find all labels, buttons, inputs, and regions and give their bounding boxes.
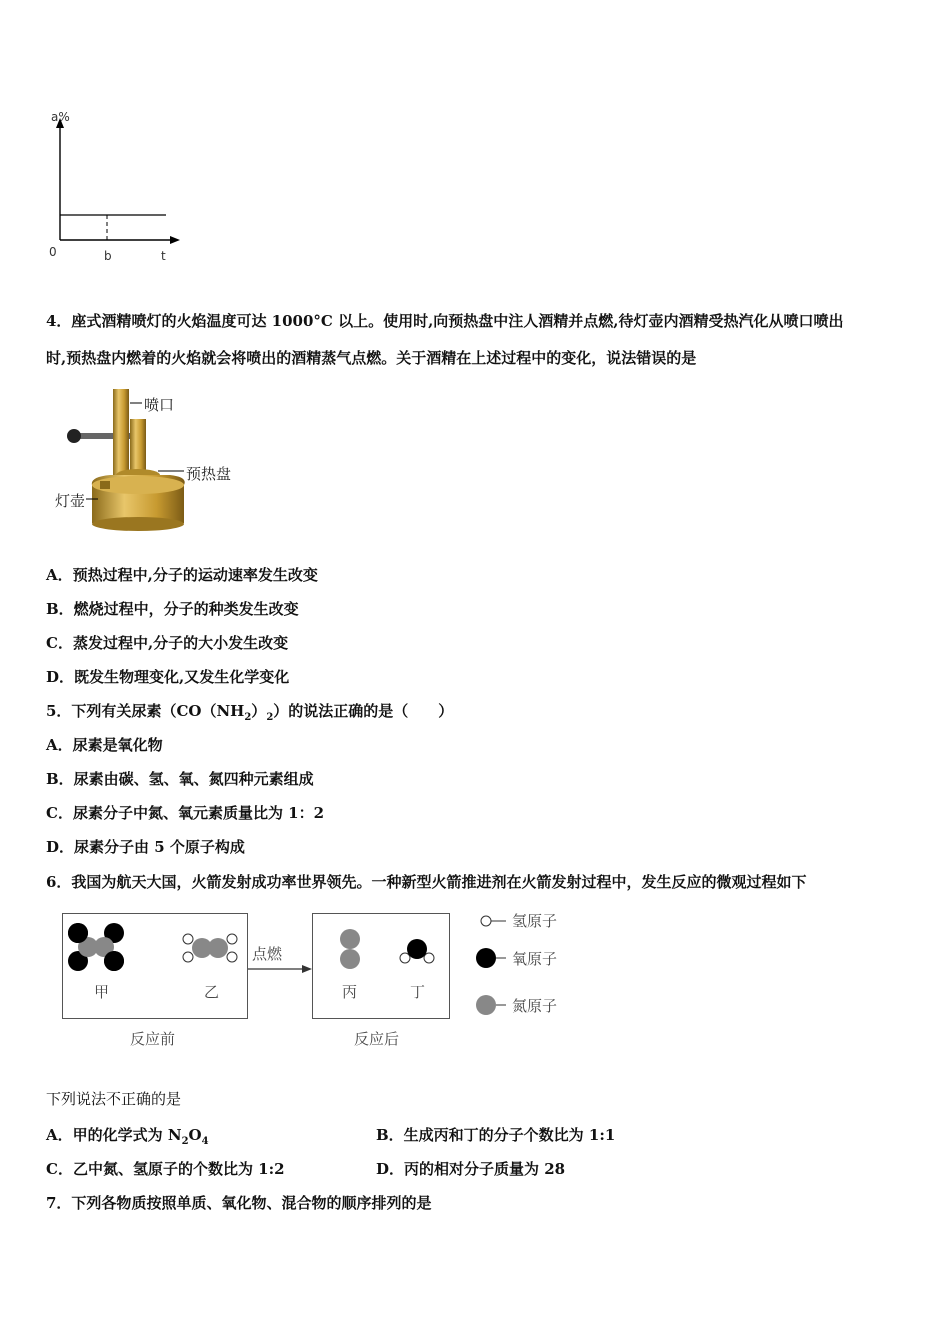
- q5-option-b: B．尿素由碳、氢、氧、氮四种元素组成: [46, 770, 314, 788]
- legend: [476, 916, 506, 1015]
- legend-oxygen: 氧原子: [512, 950, 558, 968]
- graph-y-label: a%: [51, 110, 70, 124]
- q4-stem-line1: 4．座式酒精喷灯的火焰温度可达 1000°C 以上。使用时,向预热盘中注人酒精并点燃,待灯壶内酒精受热汽化从喷口喷出: [46, 312, 844, 330]
- q4-option-a: A．预热过程中,分子的运动速率发生改变: [46, 566, 318, 584]
- q6-option-c: C．乙中氮、氢原子的个数比为 1:2: [46, 1160, 285, 1178]
- graph-axes: [40, 110, 190, 270]
- molecule-yi: [183, 934, 237, 962]
- label-yi: 乙: [204, 983, 220, 1001]
- legend-nitrogen: 氮原子: [512, 997, 558, 1015]
- q6-prompt: 下列说法不正确的是: [46, 1090, 182, 1108]
- q4-stem-line2: 时,预热盘内燃着的火焰就会将喷出的酒精蒸气点燃。关于酒精在上述过程中的变化，说法错误的是: [46, 349, 697, 367]
- q6-option-b: B．生成丙和丁的分子个数比为 1:1: [376, 1126, 616, 1144]
- label-ding: 丁: [410, 983, 426, 1001]
- q7-stem: 7．下列各物质按照单质、氧化物、混合物的顺序排列的是: [46, 1194, 432, 1212]
- molecule-jia: [68, 923, 124, 971]
- legend-hydrogen: 氢原子: [512, 912, 558, 930]
- label-jia: 甲: [94, 983, 110, 1001]
- q5-option-a: A．尿素是氧化物: [46, 736, 163, 754]
- graph-b-label: b: [104, 249, 112, 263]
- q5-option-c: C．尿素分子中氮、氧元素质量比为 1：2: [46, 804, 325, 822]
- label-before: 反应前: [130, 1030, 176, 1048]
- graph-origin-label: 0: [49, 245, 57, 259]
- q5-option-d: D．尿素分子由 5 个原子构成: [46, 838, 245, 856]
- label-bing: 丙: [342, 983, 358, 1001]
- label-after: 反应后: [354, 1030, 400, 1048]
- q4-option-b: B．燃烧过程中，分子的种类发生改变: [46, 600, 299, 618]
- label-nozzle: 喷口: [144, 396, 175, 414]
- molecule-ding: [400, 939, 434, 963]
- q6-option-a: A．甲的化学式为 $N_2O_4$: [46, 1126, 209, 1147]
- reaction-diagram: [56, 905, 576, 1055]
- label-lamp-pot: 灯壶: [55, 492, 86, 510]
- label-ignite: 点燃: [252, 945, 283, 963]
- concentration-graph: [40, 110, 190, 270]
- label-preheat-dish: 预热盘: [186, 465, 232, 483]
- q5-stem: 5．下列有关尿素$(CO(NH_2)_2)$的说法正确的是（ ）: [46, 702, 454, 723]
- q6-option-d: D．丙的相对分子质量为 28: [376, 1160, 566, 1178]
- alcohol-lamp-figure: [50, 385, 250, 545]
- q4-option-d: D．既发生物理变化,又发生化学变化: [46, 668, 290, 686]
- molecule-bing: [340, 929, 360, 969]
- q4-option-c: C．蒸发过程中,分子的大小发生改变: [46, 634, 289, 652]
- graph-t-label: t: [161, 249, 166, 263]
- q6-stem: 6．我国为航天大国，火箭发射成功率世界领先。一种新型火箭推进剂在火箭发射过程中，发生反应的微观过程如下: [46, 873, 807, 891]
